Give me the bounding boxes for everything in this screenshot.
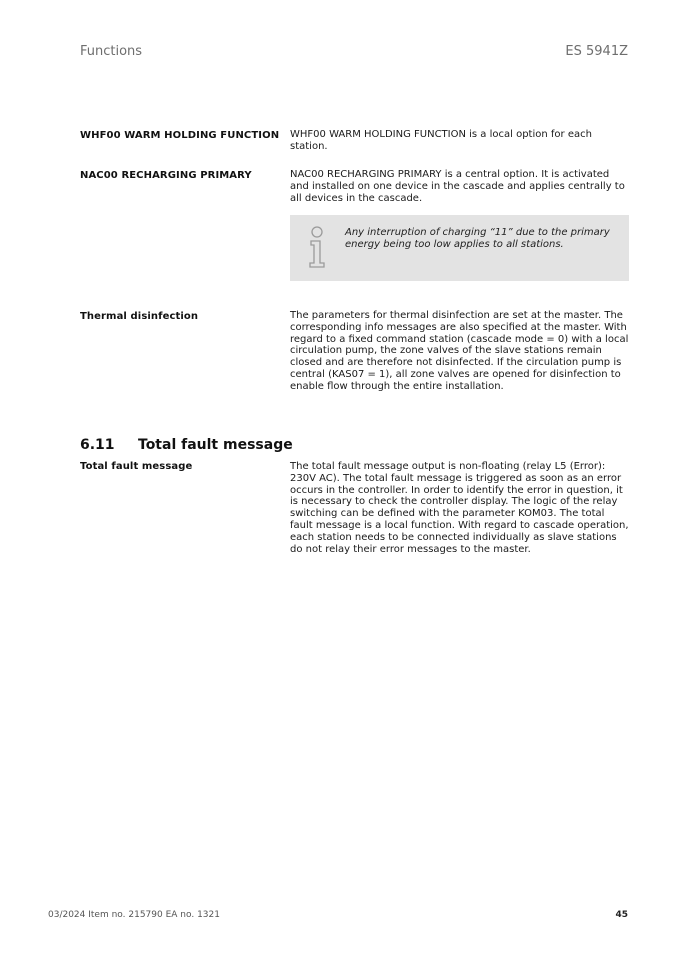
info-note-box	[290, 215, 629, 281]
header-model: ES 5941Z	[565, 44, 628, 59]
entry-label-warm-holding: WHF00 WARM HOLDING FUNCTION	[80, 130, 280, 141]
entry-text-recharging: NAC00 RECHARGING PRIMARY is a central option. It is activated and installed on one device in the cascade and applies centrally to all devices in the cascade.	[290, 169, 625, 204]
footer-page-number: 45	[615, 910, 628, 920]
entry-label-total-fault: Total fault message	[80, 461, 193, 472]
entry-text-warm-holding: WHF00 WARM HOLDING FUNCTION is a local option for each station.	[290, 129, 592, 152]
section-number: 6.11	[80, 437, 115, 453]
header-chapter: Functions	[80, 44, 143, 59]
section-title: Total fault message	[138, 437, 293, 453]
entry-text-total-fault: The total fault message output is non-floating (relay L5 (Error): 230V AC). The total fault message is triggered as soon as an error occurs in the controller. In order to identify the error in question, it is necessary to check the controller display. The logic of the relay switching can be defined with the parameter KOM03. The total fault message is a local function. With regard to cascade operation, each station needs to be connected individually as slave stations do not relay their error messages to the master.	[290, 461, 629, 555]
entry-text-thermal-disinfection: The parameters for thermal disinfection are set at the master. The corresponding info messages are also specified at the master. With regard to a fixed command station (cascade mode = 0) with a local circulation pump, the zone valves of the slave stations remain closed and are therefore not disinfected. If the circulation pump is central (KAS07 = 1), all zone valves are opened for disinfection to enable flow through the entire installation.	[290, 310, 629, 392]
entry-label-thermal-disinfection: Thermal disinfection	[80, 311, 199, 322]
info-note-text: Any interruption of charging “11” due to the primary energy being too low applies to all stations.	[345, 227, 610, 250]
info-icon	[306, 226, 328, 268]
footer-document-info: 03/2024 Item no. 215790 EA no. 1321	[48, 910, 220, 920]
entry-label-recharging: NAC00 RECHARGING PRIMARY	[80, 170, 252, 181]
